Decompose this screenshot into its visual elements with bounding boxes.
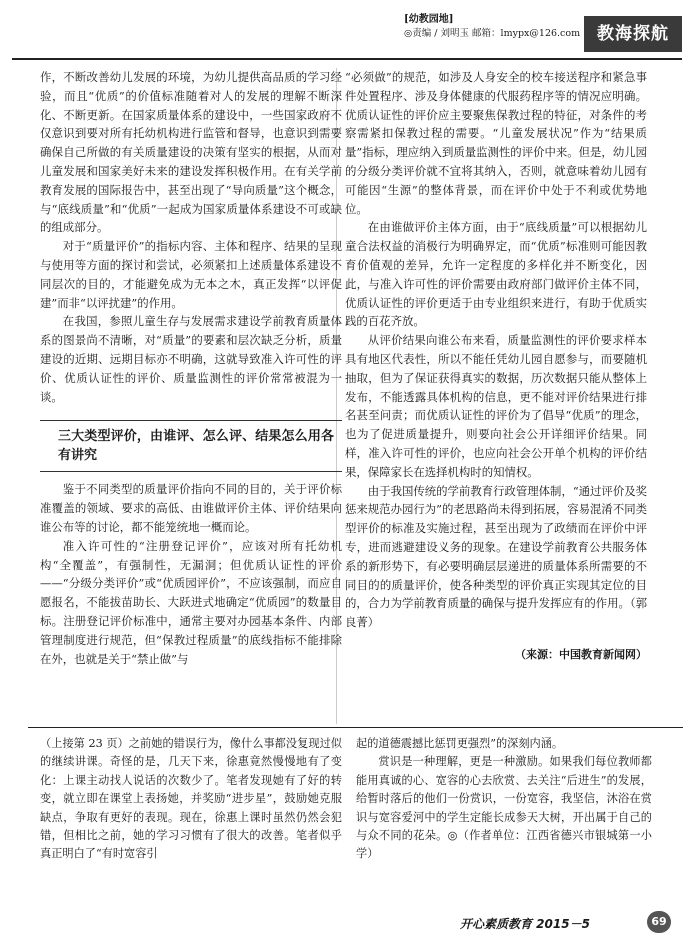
paragraph: 鉴于不同类型的质量评价指向不同的目的，关于评价标准覆盖的领域、要求的高低、由谁做评价主体、评价结果向谁公布等的讨论，都不能笼统地一概而论。 bbox=[40, 482, 342, 534]
paragraph: 由于我国传统的学前教育行政管理体制，“通过评价及奖惩来规范办园行为”的老思路尚未得到拓展，容易混淆不同类型评价的标准及实施过程，甚至出现为了政绩而在评价中评专，进而逃避建设义务的现象。在建设学前教育公共服务体系的新形势下，有必要明确层层递进的质量体系所需要的不同目的的质量评价，使各种类型的评价真正实现其定位的目的，合力为学前教育质量的确保与提升发挥应有的作用。（郭良菁） bbox=[345, 483, 647, 630]
paragraph: 对于“质量评价”的指标内容、主体和程序、结果的呈现与使用等方面的探讨和尝试，必须紧扣上述质量体系建设不同层次的目的，才能避免成为无本之木，真正发挥“以评促建”而非“以评扰建”的作用。 bbox=[40, 239, 342, 310]
page-number: 69 bbox=[647, 911, 671, 933]
paragraph: “必须做”的规范，如涉及人身安全的校车接送程序和紧急事件处置程序、涉及身体健康的代服药程序等的情况应明确。优质认证性的评价应主要聚焦保教过程的特征，对条件的考察需紧扣保教过程的需要。“儿童发展状况”作为“结果质量”指标，理应纳入到质量监测性的评价中来。但是，幼儿园的分级分类评价就不宜将其纳入，否则，就意味着幼儿园有可能因“生源”的整体背景，而在评价中处于不利或优势地位。 bbox=[345, 70, 647, 216]
editor-line: ◎责编 / 刘明玉 邮箱：lmypx@126.com bbox=[404, 28, 581, 39]
continued-article-right bbox=[356, 735, 652, 864]
paragraph: 在由谁做评价主体方面，由于“底线质量”可以根据幼儿童合法权益的消极行为明确界定，而“优质”标准则可能因教育价值观的差异，允许一定程度的多样化并不断变化，因此，与准入许可性的评价需要由政府部门做评价主体不同，优质认证性的评价更适于由专业组织来进行，有助于优质实践的百花齐放。 bbox=[345, 220, 647, 329]
paragraph: （上接第 23 页）之前她的错误行为，像什么事都没复现过似的继续讲课。奇怪的是，几天下来，徐惠竟然慢慢地有了变化：上课主动找人说话的次数少了。笔者发现她有了好的转变，就立即在课堂上表扬她，并奖励“进步星”，鼓励她克服缺点，争取有更好的表现。现在，徐惠上课时虽然仍然会犯错，但相比之前，她的学习习惯有了很大的改善。笔者似乎真正明白了“有时宽容引 bbox=[40, 737, 342, 861]
left-column bbox=[40, 68, 342, 668]
paragraph: 作，不断改善幼儿发展的环境，为幼儿提供高品质的学习经验，而且“优质”的价值标准随着对人的发展的理解不断深化、不断更新。在国家质量体系的建设中，一些国家政府不仅意识到要对所有托幼机构进行监管和督导，也意识到需要确保自己所做的有关质量建设的决策有坚实的根据，从而对儿童发展和国家美好未来的建设发挥积极作用。在有关学前教育发展的国际报告中，甚至出现了“导向质量”这个概念，与“底线质量”和“优质”一起成为国家质量体系建设不可或缺的组成部分。 bbox=[40, 70, 342, 235]
paragraph: 赏识是一种理解，更是一种激励。如果我们每位教师都能用真诚的心、宽容的心去欣赏、去关注“后进生”的发展，给暂时落后的他们一份赏识，一份宽容，我坚信，沐浴在赏识与宽容爱河中的学生定能长成参天大树，开出属于自己的与众不同的花朵。◎（作者单位：江西省德兴市银城第一小学） bbox=[356, 755, 652, 861]
paragraph: 在我国，参照儿童生存与发展需求建设学前教育质量体系的图景尚不清晰，对“质量”的要素和层次缺乏分析，质量建设的近期、远期目标亦不明确，这就导致准入许可性的评价、优质认证性的评价、质量监测性的评价常常被混为一谈。 bbox=[40, 314, 342, 404]
continued-article-left bbox=[40, 735, 342, 864]
article-divider bbox=[28, 727, 683, 728]
paragraph: 起的道德震撼比惩罚更强烈”的深刻内涵。 bbox=[356, 737, 564, 750]
journal-footer: 开心素质教育 2015－5 bbox=[460, 917, 590, 931]
paragraph: 准入许可性的“注册登记评价”，应该对所有托幼机构“全覆盖”，有强制性，无漏洞；但优质认证性的评价——“分级分类评价”或“优质园评价”，不应该强制，而应自愿报名，不能拔苗助长、大跃进式地确定“优质园”的数量目标。注册登记评价标准中，通常主要对办园基本条件、内部管理制度进行规范，但“保教过程质量”的底线指标不能排除在外，也就是关于“禁止做”与 bbox=[40, 538, 342, 666]
section-heading: 三大类型评价，由谁评、怎么评、结果怎么用各有讲究 bbox=[40, 420, 342, 472]
header-rule bbox=[12, 58, 682, 60]
source-line: （来源：中国教育新闻网） bbox=[515, 647, 647, 661]
section-logo: 教海探航 bbox=[584, 16, 682, 52]
header-column-info bbox=[404, 13, 580, 41]
column-name: [幼教园地] bbox=[404, 14, 454, 25]
right-column bbox=[345, 68, 647, 665]
paragraph: 从评价结果向谁公布来看，质量监测性的评价要求样本具有地区代表性，所以不能任凭幼儿园自愿参与，而要随机抽取，但为了保证获得真实的数据，历次数据只能从整体上发布，不能透露具体机构的信息，更不能对评价结果进行排名甚至问责；而优质认证性的评价为了倡导“优质”的理念，也为了促进质量提升，则要向社会公开详细评价结果。同样，准入许可性的评价，也应向社会公开单个机构的评价结果，保障家长在选择机构时的知情权。 bbox=[345, 333, 647, 479]
